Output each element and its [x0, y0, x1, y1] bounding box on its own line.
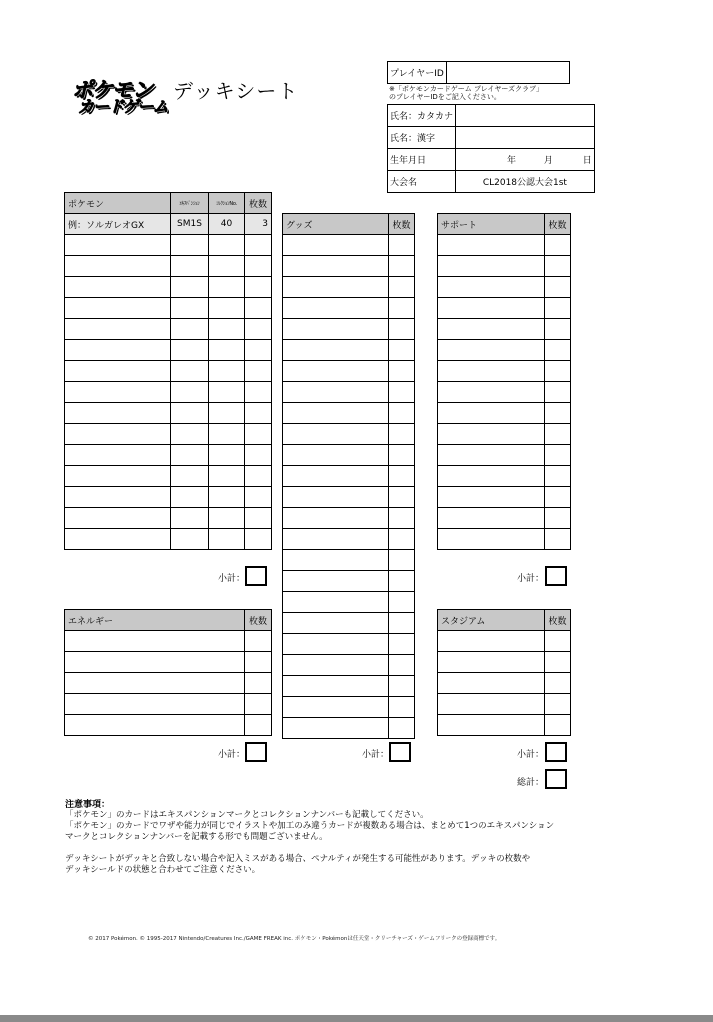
goods-entry-cell[interactable]	[283, 403, 389, 424]
goods-entry-cell[interactable]	[283, 487, 389, 508]
pokemon-entry-cell[interactable]	[209, 235, 245, 256]
pokemon-entry-cell[interactable]	[171, 298, 209, 319]
goods-count-cell[interactable]	[389, 634, 415, 655]
goods-entry-row	[283, 592, 415, 613]
goods-entry-row	[283, 508, 415, 529]
name-kanji-field[interactable]	[456, 127, 595, 149]
goods-entry-row	[283, 697, 415, 718]
pokemon-card-game-logo	[72, 76, 168, 118]
pokemon-entry-row	[65, 340, 272, 361]
energy-entry-cell[interactable]	[65, 652, 245, 673]
support-rows	[438, 235, 571, 550]
notes-line-1: 「ポケモン」のカードはエキスパンションマークとコレクションナンバーも記載してください。	[65, 810, 429, 820]
pokemon-entry-cell[interactable]	[209, 277, 245, 298]
support-entry-cell[interactable]	[438, 382, 545, 403]
energy-rows	[65, 631, 272, 736]
birthdate-field[interactable]	[456, 149, 595, 171]
energy-entry-row	[65, 631, 272, 652]
pokemon-entry-cell[interactable]	[171, 445, 209, 466]
support-count-cell[interactable]	[545, 508, 571, 529]
name-kanji-label: 氏名：漢字	[388, 127, 456, 149]
support-entry-cell[interactable]	[438, 529, 545, 550]
player-id-note-line1: ※「ポケモンカードゲーム プレイヤーズクラブ」	[389, 85, 543, 93]
support-entry-row	[438, 445, 571, 466]
notes-line-3: マークとコレクションナンバーを記載する形でも問題ございません。	[65, 832, 328, 842]
goods-entry-row	[283, 277, 415, 298]
pokemon-example-expansion: SM1S	[171, 214, 209, 235]
pokemon-header-count: 枚数	[245, 193, 272, 214]
support-count-cell[interactable]	[545, 487, 571, 508]
energy-count-cell[interactable]	[245, 694, 272, 715]
pokemon-entry-cell[interactable]	[171, 340, 209, 361]
pokemon-entry-cell[interactable]	[65, 382, 171, 403]
pokemon-header-collection: ｺﾚｸｼｮﾝNo.	[209, 193, 245, 214]
pokemon-entry-cell[interactable]	[171, 529, 209, 550]
goods-entry-cell[interactable]	[283, 550, 389, 571]
goods-entry-cell[interactable]	[283, 235, 389, 256]
goods-count-cell[interactable]	[389, 571, 415, 592]
name-kana-label: 氏名：カタカナ	[388, 105, 456, 127]
pokemon-entry-row	[65, 382, 272, 403]
pokemon-header-expansion: ｴｷｽﾊﾟﾝｼｮﾝ	[171, 193, 209, 214]
energy-entry-row	[65, 715, 272, 736]
player-info-table	[387, 104, 595, 193]
pokemon-count-cell[interactable]	[245, 235, 272, 256]
goods-entry-cell[interactable]	[283, 634, 389, 655]
support-header-count: 枚数	[545, 214, 571, 235]
support-subtotal-box[interactable]	[545, 566, 567, 586]
support-count-cell[interactable]	[545, 424, 571, 445]
pokemon-entry-row	[65, 277, 272, 298]
pokemon-entry-row	[65, 466, 272, 487]
support-table	[437, 213, 571, 550]
support-header-row	[438, 214, 571, 235]
energy-count-cell[interactable]	[245, 652, 272, 673]
pokemon-entry-cell[interactable]	[209, 424, 245, 445]
pokemon-entry-cell[interactable]	[65, 445, 171, 466]
pokemon-example-row	[65, 214, 272, 235]
goods-entry-cell[interactable]	[283, 319, 389, 340]
goods-entry-cell[interactable]	[283, 361, 389, 382]
goods-entry-cell[interactable]	[283, 571, 389, 592]
goods-entry-row	[283, 676, 415, 697]
support-entry-cell[interactable]	[438, 466, 545, 487]
pokemon-entry-row	[65, 487, 272, 508]
pokemon-example-collection: 40	[209, 214, 245, 235]
goods-entry-cell[interactable]	[283, 655, 389, 676]
pokemon-entry-cell[interactable]	[171, 256, 209, 277]
pokemon-entry-row	[65, 529, 272, 550]
pokemon-table	[64, 192, 272, 550]
goods-count-cell[interactable]	[389, 340, 415, 361]
birthdate-label: 生年月日	[388, 149, 456, 171]
goods-entry-cell[interactable]	[283, 382, 389, 403]
stadium-count-cell[interactable]	[545, 715, 571, 736]
notes-line-5: デッキシールドの状態と合わせてご注意ください。	[65, 865, 261, 875]
goods-entry-row	[283, 256, 415, 277]
goods-entry-cell[interactable]	[283, 592, 389, 613]
goods-entry-cell[interactable]	[283, 697, 389, 718]
energy-subtotal-box[interactable]	[245, 742, 267, 762]
pokemon-entry-cell[interactable]	[209, 403, 245, 424]
goods-entry-row	[283, 424, 415, 445]
stadium-entry-cell[interactable]	[438, 694, 545, 715]
pokemon-count-cell[interactable]	[245, 277, 272, 298]
support-entry-cell[interactable]	[438, 319, 545, 340]
pokemon-entry-row	[65, 445, 272, 466]
stadium-count-cell[interactable]	[545, 631, 571, 652]
support-entry-cell[interactable]	[438, 298, 545, 319]
energy-header-row	[65, 610, 272, 631]
pokemon-entry-cell[interactable]	[209, 466, 245, 487]
goods-entry-cell[interactable]	[283, 466, 389, 487]
pokemon-entry-cell[interactable]	[65, 319, 171, 340]
tournament-label: 大会名	[388, 171, 456, 193]
goods-count-cell[interactable]	[389, 613, 415, 634]
pokemon-entry-row	[65, 319, 272, 340]
support-count-cell[interactable]	[545, 403, 571, 424]
support-count-cell[interactable]	[545, 529, 571, 550]
pokemon-entry-cell[interactable]	[209, 340, 245, 361]
goods-subtotal-label: 小計：	[362, 750, 390, 760]
energy-count-cell[interactable]	[245, 631, 272, 652]
stadium-entry-row	[438, 673, 571, 694]
goods-entry-cell[interactable]	[283, 256, 389, 277]
goods-entry-row	[283, 634, 415, 655]
support-count-cell[interactable]	[545, 235, 571, 256]
energy-count-cell[interactable]	[245, 715, 272, 736]
energy-entry-cell[interactable]	[65, 673, 245, 694]
goods-entry-row	[283, 235, 415, 256]
energy-table	[64, 609, 272, 736]
pokemon-entry-cell[interactable]	[65, 340, 171, 361]
goods-count-cell[interactable]	[389, 361, 415, 382]
support-count-cell[interactable]	[545, 382, 571, 403]
goods-header-count: 枚数	[389, 214, 415, 235]
pokemon-count-cell[interactable]	[245, 403, 272, 424]
pokemon-entry-cell[interactable]	[171, 277, 209, 298]
support-entry-row	[438, 529, 571, 550]
pokemon-entry-row	[65, 256, 272, 277]
pokemon-count-cell[interactable]	[245, 508, 272, 529]
player-id-field[interactable]	[446, 62, 569, 84]
goods-entry-cell[interactable]	[283, 298, 389, 319]
notes-line-2: 「ポケモン」のカードでワザや能力が同じでイラストや加工のみ違うカードが複数ある場合は、まとめて1つのエキスパンション	[65, 821, 555, 831]
stadium-header-row	[438, 610, 571, 631]
pokemon-entry-row	[65, 235, 272, 256]
goods-count-cell[interactable]	[389, 319, 415, 340]
stadium-header-name: スタジアム	[438, 610, 545, 631]
pokemon-count-cell[interactable]	[245, 361, 272, 382]
support-subtotal-label: 小計：	[517, 574, 545, 584]
goods-entry-row	[283, 319, 415, 340]
stadium-entry-cell[interactable]	[438, 631, 545, 652]
logo-line-1: ポケモン	[72, 78, 152, 102]
support-entry-row	[438, 466, 571, 487]
stadium-table	[437, 609, 571, 736]
stadium-rows	[438, 631, 571, 736]
support-count-cell[interactable]	[545, 445, 571, 466]
pokemon-count-cell[interactable]	[245, 340, 272, 361]
goods-entry-row	[283, 487, 415, 508]
pokemon-entry-cell[interactable]	[209, 508, 245, 529]
goods-entry-cell[interactable]	[283, 424, 389, 445]
energy-subtotal-label: 小計：	[218, 750, 246, 760]
pokemon-entry-cell[interactable]	[171, 508, 209, 529]
goods-count-cell[interactable]	[389, 445, 415, 466]
goods-entry-row	[283, 655, 415, 676]
goods-count-cell[interactable]	[389, 256, 415, 277]
goods-header-row	[283, 214, 415, 235]
pokemon-count-cell[interactable]	[245, 382, 272, 403]
support-count-cell[interactable]	[545, 277, 571, 298]
energy-entry-cell[interactable]	[65, 715, 245, 736]
pokemon-entry-cell[interactable]	[65, 298, 171, 319]
goods-entry-row	[283, 571, 415, 592]
goods-entry-row	[283, 361, 415, 382]
support-entry-cell[interactable]	[438, 445, 545, 466]
pokemon-entry-row	[65, 361, 272, 382]
goods-count-cell[interactable]	[389, 424, 415, 445]
copyright: © 2017 Pokémon. © 1995-2017 Nintendo/Creatures Inc./GAME FREAK inc. ポケモン・Pokémonは任天堂・クリーチャーズ・ゲームフリークの登録商標です。	[88, 936, 501, 942]
pokemon-entry-row	[65, 403, 272, 424]
support-count-cell[interactable]	[545, 256, 571, 277]
notes	[65, 810, 554, 876]
page-title: デッキシート	[173, 79, 299, 103]
total-box[interactable]	[545, 769, 567, 789]
goods-header-name: グッズ	[283, 214, 389, 235]
support-entry-cell[interactable]	[438, 508, 545, 529]
support-entry-row	[438, 487, 571, 508]
pokemon-entry-cell[interactable]	[65, 508, 171, 529]
year-label: 年	[507, 156, 517, 166]
pokemon-entry-cell[interactable]	[209, 445, 245, 466]
day-label: 日	[582, 156, 592, 166]
stadium-header-count: 枚数	[545, 610, 571, 631]
pokemon-entry-cell[interactable]	[171, 361, 209, 382]
support-entry-row	[438, 298, 571, 319]
total-label: 総計：	[517, 778, 545, 788]
support-entry-row	[438, 403, 571, 424]
goods-entry-row	[283, 340, 415, 361]
pokemon-entry-cell[interactable]	[65, 235, 171, 256]
support-entry-row	[438, 424, 571, 445]
goods-entry-row	[283, 718, 415, 739]
support-entry-cell[interactable]	[438, 235, 545, 256]
goods-entry-row	[283, 298, 415, 319]
goods-entry-cell[interactable]	[283, 676, 389, 697]
notes-line-4: デッキシートがデッキと合致しない場合や記入ミスがある場合、ペナルティが発生する可能性があります。デッキの枚数や	[65, 854, 531, 864]
pokemon-entry-cell[interactable]	[209, 298, 245, 319]
goods-subtotal-box[interactable]	[389, 742, 411, 762]
month-label: 月	[543, 156, 553, 166]
pokemon-count-cell[interactable]	[245, 298, 272, 319]
energy-entry-cell[interactable]	[65, 694, 245, 715]
support-count-cell[interactable]	[545, 466, 571, 487]
pokemon-subtotal-box[interactable]	[245, 566, 267, 586]
pokemon-count-cell[interactable]	[245, 319, 272, 340]
pokemon-count-cell[interactable]	[245, 487, 272, 508]
goods-count-cell[interactable]	[389, 298, 415, 319]
goods-entry-cell[interactable]	[283, 718, 389, 739]
pokemon-entry-cell[interactable]	[171, 235, 209, 256]
pokemon-subtotal-label: 小計：	[218, 574, 246, 584]
goods-entry-cell[interactable]	[283, 508, 389, 529]
support-entry-row	[438, 508, 571, 529]
goods-count-cell[interactable]	[389, 676, 415, 697]
energy-header-name: エネルギー	[65, 610, 245, 631]
support-entry-cell[interactable]	[438, 340, 545, 361]
support-count-cell[interactable]	[545, 361, 571, 382]
energy-entry-cell[interactable]	[65, 631, 245, 652]
goods-entry-row	[283, 529, 415, 550]
stadium-entry-cell[interactable]	[438, 715, 545, 736]
goods-entry-cell[interactable]	[283, 613, 389, 634]
stadium-entry-row	[438, 694, 571, 715]
goods-entry-row	[283, 382, 415, 403]
goods-entry-row	[283, 466, 415, 487]
pokemon-count-cell[interactable]	[245, 529, 272, 550]
goods-entry-cell[interactable]	[283, 277, 389, 298]
goods-count-cell[interactable]	[389, 550, 415, 571]
energy-entry-row	[65, 652, 272, 673]
support-count-cell[interactable]	[545, 340, 571, 361]
goods-entry-row	[283, 445, 415, 466]
goods-count-cell[interactable]	[389, 235, 415, 256]
pokemon-entry-cell[interactable]	[65, 256, 171, 277]
goods-entry-cell[interactable]	[283, 529, 389, 550]
goods-count-cell[interactable]	[389, 655, 415, 676]
stadium-count-cell[interactable]	[545, 673, 571, 694]
goods-count-cell[interactable]	[389, 718, 415, 739]
goods-entry-cell[interactable]	[283, 340, 389, 361]
stadium-entry-row	[438, 715, 571, 736]
support-entry-cell[interactable]	[438, 403, 545, 424]
goods-count-cell[interactable]	[389, 382, 415, 403]
goods-entry-cell[interactable]	[283, 445, 389, 466]
support-entry-row	[438, 340, 571, 361]
goods-count-cell[interactable]	[389, 508, 415, 529]
pokemon-entry-cell[interactable]	[65, 277, 171, 298]
pokemon-entry-cell[interactable]	[209, 319, 245, 340]
logo-line-2: カードゲーム	[78, 97, 168, 116]
stadium-subtotal-label: 小計：	[517, 750, 545, 760]
pokemon-entry-cell[interactable]	[65, 466, 171, 487]
goods-table	[282, 213, 415, 739]
pokemon-entry-cell[interactable]	[209, 529, 245, 550]
pokemon-entry-cell[interactable]	[65, 361, 171, 382]
pokemon-entry-cell[interactable]	[65, 487, 171, 508]
stadium-entry-row	[438, 631, 571, 652]
support-entry-row	[438, 319, 571, 340]
pokemon-entry-cell[interactable]	[171, 487, 209, 508]
support-entry-row	[438, 382, 571, 403]
player-id-label: プレイヤーID	[388, 62, 447, 84]
support-entry-row	[438, 277, 571, 298]
player-id-note	[389, 85, 543, 101]
goods-count-cell[interactable]	[389, 592, 415, 613]
support-entry-cell[interactable]	[438, 487, 545, 508]
goods-count-cell[interactable]	[389, 697, 415, 718]
goods-entry-row	[283, 403, 415, 424]
goods-entry-row	[283, 550, 415, 571]
pokemon-entry-cell[interactable]	[171, 319, 209, 340]
goods-rows	[283, 235, 415, 739]
pokemon-entry-row	[65, 424, 272, 445]
pokemon-count-cell[interactable]	[245, 256, 272, 277]
pokemon-entry-cell[interactable]	[171, 403, 209, 424]
bottom-border	[0, 1015, 713, 1022]
pokemon-entry-cell[interactable]	[171, 466, 209, 487]
pokemon-rows	[65, 235, 272, 550]
pokemon-entry-cell[interactable]	[209, 382, 245, 403]
pokemon-entry-cell[interactable]	[65, 403, 171, 424]
pokemon-entry-cell[interactable]	[209, 361, 245, 382]
stadium-entry-row	[438, 652, 571, 673]
support-header-name: サポート	[438, 214, 545, 235]
pokemon-entry-cell[interactable]	[209, 487, 245, 508]
support-count-cell[interactable]	[545, 319, 571, 340]
pokemon-header-row	[65, 193, 272, 214]
pokemon-count-cell[interactable]	[245, 424, 272, 445]
support-entry-cell[interactable]	[438, 256, 545, 277]
support-entry-row	[438, 361, 571, 382]
stadium-entry-cell[interactable]	[438, 652, 545, 673]
support-entry-cell[interactable]	[438, 277, 545, 298]
goods-count-cell[interactable]	[389, 466, 415, 487]
pokemon-entry-cell[interactable]	[209, 256, 245, 277]
notes-title: 注意事項：	[65, 800, 111, 810]
pokemon-entry-cell[interactable]	[171, 424, 209, 445]
pokemon-header-name: ポケモン	[65, 193, 171, 214]
pokemon-example-name: 例：ソルガレオGX	[65, 214, 171, 235]
stadium-subtotal-box[interactable]	[545, 742, 567, 762]
pokemon-entry-cell[interactable]	[171, 382, 209, 403]
goods-count-cell[interactable]	[389, 277, 415, 298]
goods-count-cell[interactable]	[389, 529, 415, 550]
name-kana-field[interactable]	[456, 105, 595, 127]
energy-entry-row	[65, 694, 272, 715]
tournament-field[interactable]: CL2018公認大会1st	[456, 171, 595, 193]
player-id-note-line2: のプレイヤーIDをご記入ください。	[389, 93, 501, 101]
stadium-count-cell[interactable]	[545, 694, 571, 715]
pokemon-entry-cell[interactable]	[65, 529, 171, 550]
energy-count-cell[interactable]	[245, 673, 272, 694]
pokemon-count-cell[interactable]	[245, 445, 272, 466]
support-entry-row	[438, 256, 571, 277]
goods-count-cell[interactable]	[389, 487, 415, 508]
pokemon-count-cell[interactable]	[245, 466, 272, 487]
support-entry-cell[interactable]	[438, 424, 545, 445]
support-entry-cell[interactable]	[438, 361, 545, 382]
stadium-count-cell[interactable]	[545, 652, 571, 673]
stadium-entry-cell[interactable]	[438, 673, 545, 694]
pokemon-example-count: 3	[245, 214, 272, 235]
energy-header-count: 枚数	[245, 610, 272, 631]
player-id-table	[387, 61, 570, 84]
goods-entry-row	[283, 613, 415, 634]
energy-entry-row	[65, 673, 272, 694]
pokemon-entry-row	[65, 298, 272, 319]
support-entry-row	[438, 235, 571, 256]
pokemon-entry-row	[65, 508, 272, 529]
goods-count-cell[interactable]	[389, 403, 415, 424]
support-count-cell[interactable]	[545, 298, 571, 319]
pokemon-entry-cell[interactable]	[65, 424, 171, 445]
